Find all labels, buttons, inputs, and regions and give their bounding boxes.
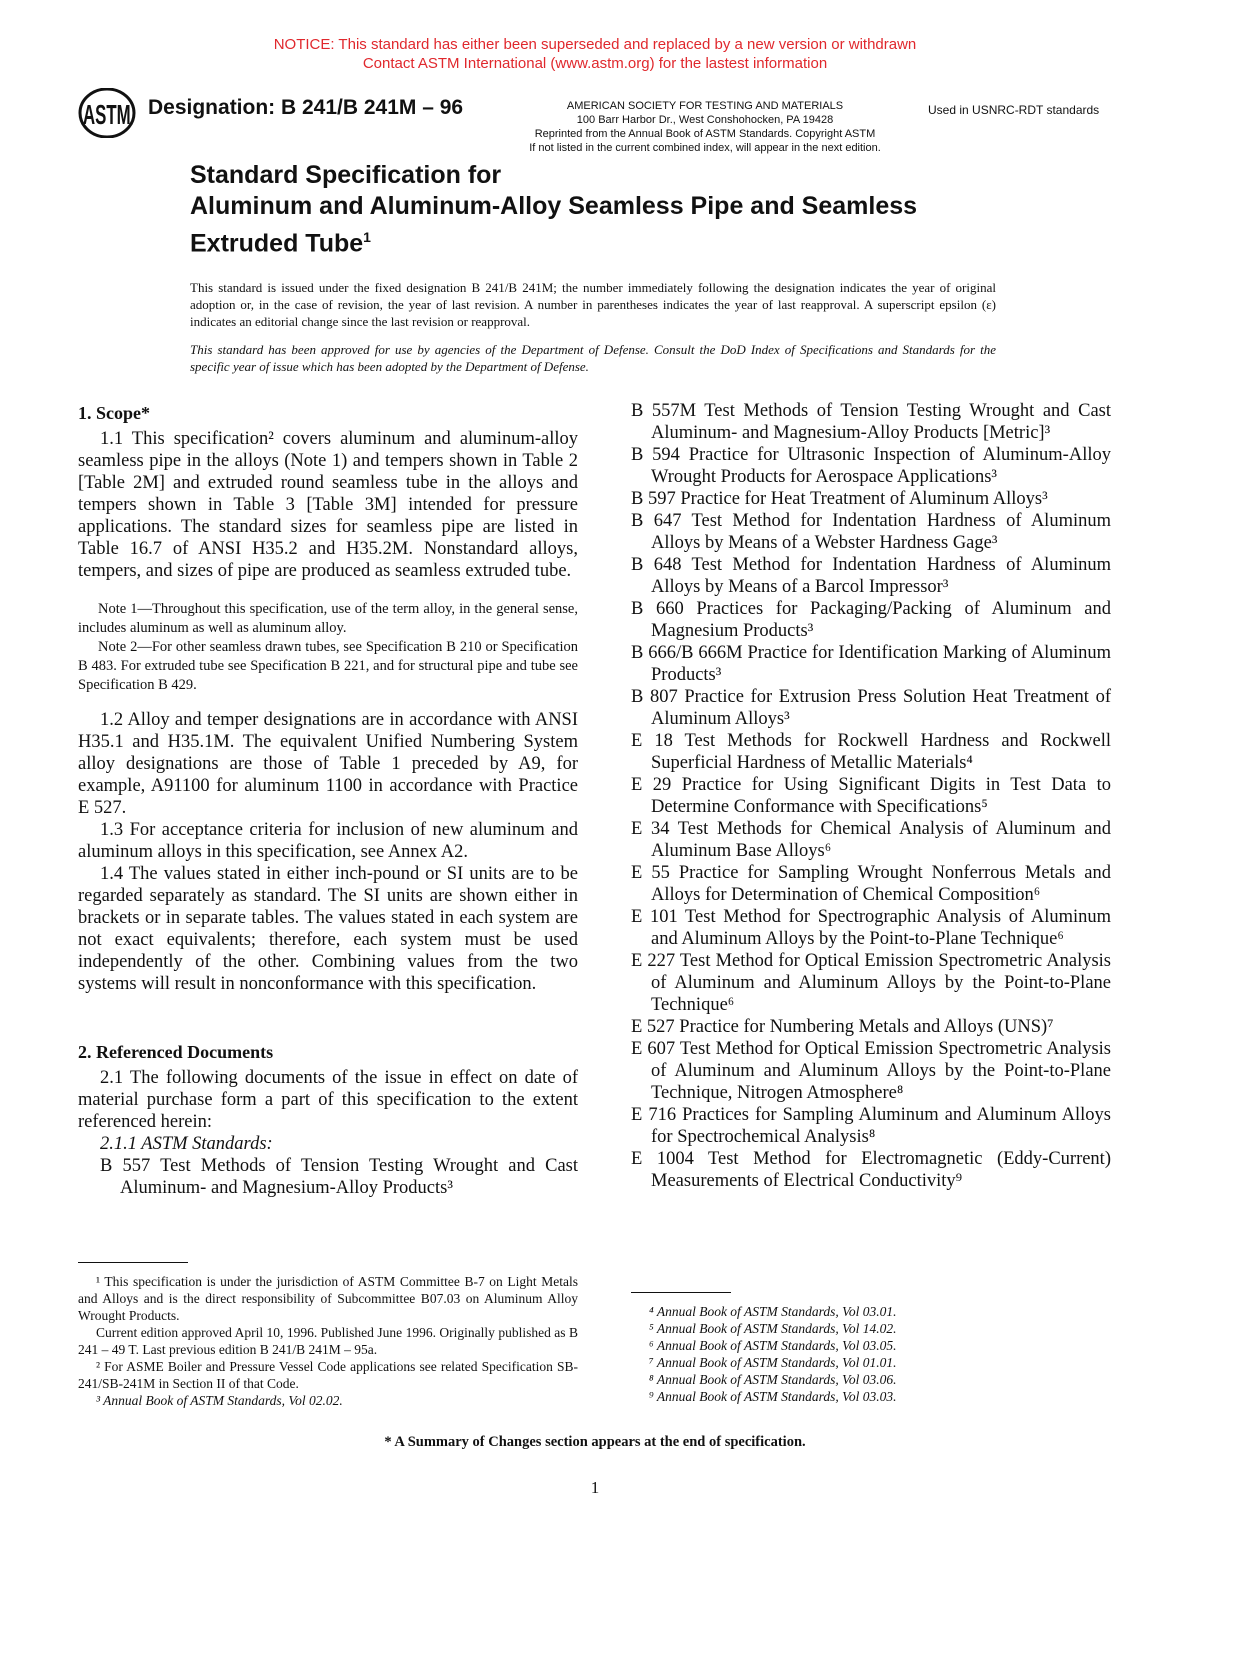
footnote-divider-right bbox=[631, 1292, 731, 1293]
section-heading-referenced-documents: 2. Referenced Documents bbox=[78, 1042, 274, 1062]
reprint-note: Reprinted from the Annual Book of ASTM Standards. Copyright ASTM bbox=[534, 128, 876, 140]
reference-item: E 34 Test Methods for Chemical Analysis of Aluminum and Aluminum Base Alloys⁶ bbox=[631, 819, 1111, 861]
reference-item: B 807 Practice for Extrusion Press Solution Heat Treatment of Aluminum Alloys³ bbox=[631, 687, 1111, 729]
preamble-dod-note: This standard has been approved for use by agencies of the Department of Defense. Consult the DoD Index of Specifications and Standards for the specific year of issue which has been adopted by the Department of Defense. bbox=[190, 342, 996, 374]
reference-item: B 594 Practice for Ultrasonic Inspection of Aluminum-Alloy Wrought Products for Aerospace Applications³ bbox=[631, 445, 1111, 487]
reference-item: B 660 Practices for Packaging/Packing of Aluminum and Magnesium Products³ bbox=[631, 599, 1111, 641]
title-line-1: Standard Specification for bbox=[190, 161, 502, 189]
para-2-1-1: 2.1.1 ASTM Standards: bbox=[100, 1134, 273, 1154]
reference-item: E 55 Practice for Sampling Wrought Nonferrous Metals and Alloys for Determination of Chemical Composition⁶ bbox=[631, 863, 1111, 905]
para-1-2: 1.2 Alloy and temper designations are in accordance with ANSI H35.1 and H35.1M. The equivalent Unified Numbering System alloy designations are those of Table 1 preceded by A9, for example, A91100 for aluminum 1100 in accordance with Practice E 527. bbox=[78, 710, 578, 818]
footnote-4: ⁴ Annual Book of ASTM Standards, Vol 03.01. bbox=[649, 1304, 897, 1319]
page-number: 1 bbox=[590, 1478, 600, 1497]
preamble-issue-note: This standard is issued under the fixed designation B 241/B 241M; the number immediately following the designation indicates the year of original adoption or, in the case of revision, the year of last revision. A number in parentheses indicates the year of last reapproval. A superscript epsilon (ε) indicates an editorial change since the last revision or reapproval. bbox=[190, 280, 996, 329]
astm-logo-icon bbox=[78, 88, 136, 138]
reference-list bbox=[631, 400, 1111, 1192]
footnote-2: ² For ASME Boiler and Pressure Vessel Code applications see related Specification SB-241/SB-241M in Section II of that Code. bbox=[78, 1359, 578, 1391]
society-address: 100 Barr Harbor Dr., West Conshohocken, PA 19428 bbox=[576, 114, 834, 126]
reference-item: B 557M Test Methods of Tension Testing Wrought and Cast Aluminum- and Magnesium-Alloy Products [Metric]³ bbox=[631, 401, 1111, 443]
title-footnote-ref: 1 bbox=[363, 229, 371, 245]
reference-item: B 597 Practice for Heat Treatment of Aluminum Alloys³ bbox=[631, 489, 1048, 509]
footnote-divider bbox=[78, 1262, 188, 1263]
svg-text:ASTM: ASTM bbox=[83, 98, 131, 131]
footnote-1-edition: Current edition approved April 10, 1996. Published June 1996. Originally published as B 241 – 49 T. Last previous edition B 241/B 241M – 95a. bbox=[78, 1325, 578, 1357]
reference-item: E 227 Test Method for Optical Emission Spectrometric Analysis of Aluminum and Aluminum Alloys by the Point-to-Plane Technique⁶ bbox=[631, 951, 1111, 1015]
footnote-6: ⁶ Annual Book of ASTM Standards, Vol 03.05. bbox=[649, 1338, 897, 1353]
index-note: If not listed in the current combined index, will appear in the next edition. bbox=[529, 142, 881, 154]
reference-item: B 648 Test Method for Indentation Hardness of Aluminum Alloys by Means of a Barcol Impressor³ bbox=[631, 555, 1111, 597]
reference-item: E 29 Practice for Using Significant Digits in Test Data to Determine Conformance with Specifications⁵ bbox=[631, 775, 1111, 817]
society-name: AMERICAN SOCIETY FOR TESTING AND MATERIALS bbox=[566, 100, 844, 112]
document-title bbox=[190, 160, 917, 259]
reference-item: E 607 Test Method for Optical Emission Spectrometric Analysis of Aluminum and Aluminum Alloys by the Point-to-Plane Technique, Nitrogen Atmosphere⁸ bbox=[631, 1039, 1111, 1103]
footnote-5: ⁵ Annual Book of ASTM Standards, Vol 14.02. bbox=[649, 1321, 897, 1336]
reference-item: E 1004 Test Method for Electromagnetic (Eddy-Current) Measurements of Electrical Conductivity⁹ bbox=[631, 1149, 1111, 1191]
summary-of-changes-note: * A Summary of Changes section appears at the end of specification. bbox=[384, 1434, 806, 1450]
reference-b557: B 557 Test Methods of Tension Testing Wrought and Cast Aluminum- and Magnesium-Alloy Products³ bbox=[100, 1156, 578, 1198]
reference-item: E 18 Test Methods for Rockwell Hardness and Rockwell Superficial Hardness of Metallic Materials⁴ bbox=[631, 731, 1111, 773]
para-1-1: 1.1 This specification² covers aluminum and aluminum-alloy seamless pipe in the alloys (Note 1) and tempers shown in Table 2 [Table 2M] and extruded round seamless tube in the alloys and tempers shown in Table 3 [Table 3M] intended for pressure applications. The standard sizes for seamless pipe are listed in Table 16.7 of ANSI H35.2 and H35.2M. Nonstandard alloys, tempers, and sizes of pipe are produced as seamless extruded tube. bbox=[78, 429, 578, 581]
reference-item: E 716 Practices for Sampling Aluminum and Aluminum Alloys for Spectrochemical Analysis⁸ bbox=[631, 1105, 1111, 1147]
left-column bbox=[78, 402, 578, 1199]
title-line-2: Aluminum and Aluminum-Alloy Seamless Pipe and Seamless bbox=[190, 192, 918, 220]
note-2: Note 2—For other seamless drawn tubes, see Specification B 210 or Specification B 483. For extruded tube see Specification B 221, and for structural pipe and tube see Specification B 429. bbox=[78, 639, 578, 693]
notice-line-1: NOTICE: This standard has either been superseded and replaced by a new version or withdrawn bbox=[273, 36, 917, 53]
designation: Designation: B 241/B 241M – 96 bbox=[148, 96, 464, 119]
para-1-3: 1.3 For acceptance criteria for inclusion of new aluminum and aluminum alloys in this specification, see Annex A2. bbox=[78, 820, 578, 862]
footnotes-left bbox=[78, 1273, 578, 1409]
section-heading-scope: 1. Scope* bbox=[78, 403, 150, 423]
para-1-4: 1.4 The values stated in either inch-pound or SI units are to be regarded separately as standard. The SI units are shown either in brackets or in separate tables. The values stated in each system are not exact equivalents; therefore, each system must be used independently of the other. Combining values from the two systems will result in nonconformance with this specification. bbox=[78, 864, 578, 994]
reference-item: E 527 Practice for Numbering Metals and Alloys (UNS)⁷ bbox=[631, 1017, 1054, 1037]
footnote-9: ⁹ Annual Book of ASTM Standards, Vol 03.03. bbox=[649, 1389, 897, 1404]
footnote-8: ⁸ Annual Book of ASTM Standards, Vol 03.06. bbox=[649, 1372, 897, 1387]
title-line-3: Extruded Tube bbox=[190, 229, 364, 258]
para-2-1: 2.1 The following documents of the issue in effect on date of material purchase form a part of this specification to the extent referenced herein: bbox=[78, 1068, 578, 1132]
usnrc-note: Used in USNRC-RDT standards bbox=[928, 103, 1100, 117]
reference-item: E 101 Test Method for Spectrographic Analysis of Aluminum and Aluminum Alloys by the Point-to-Plane Technique⁶ bbox=[631, 907, 1111, 949]
notice-line-2: Contact ASTM International (www.astm.org) for the lastest information bbox=[362, 55, 828, 72]
footnote-3: ³ Annual Book of ASTM Standards, Vol 02.02. bbox=[96, 1393, 343, 1408]
reference-item: B 647 Test Method for Indentation Hardness of Aluminum Alloys by Means of a Webster Hardness Gage³ bbox=[631, 511, 1111, 553]
footnote-7: ⁷ Annual Book of ASTM Standards, Vol 01.01. bbox=[649, 1355, 897, 1370]
note-1: Note 1—Throughout this specification, use of the term alloy, in the general sense, includes aluminum as well as aluminum alloy. bbox=[78, 601, 578, 636]
reference-item: B 666/B 666M Practice for Identification Marking of Aluminum Products³ bbox=[631, 643, 1111, 685]
society-info bbox=[505, 99, 905, 155]
footnotes-right bbox=[631, 1303, 1111, 1405]
footnote-1: ¹ This specification is under the jurisdiction of ASTM Committee B-7 on Light Metals and Alloys and is the direct responsibility of Subcommittee B07.03 on Aluminum Alloy Wrought Products. bbox=[78, 1274, 578, 1323]
